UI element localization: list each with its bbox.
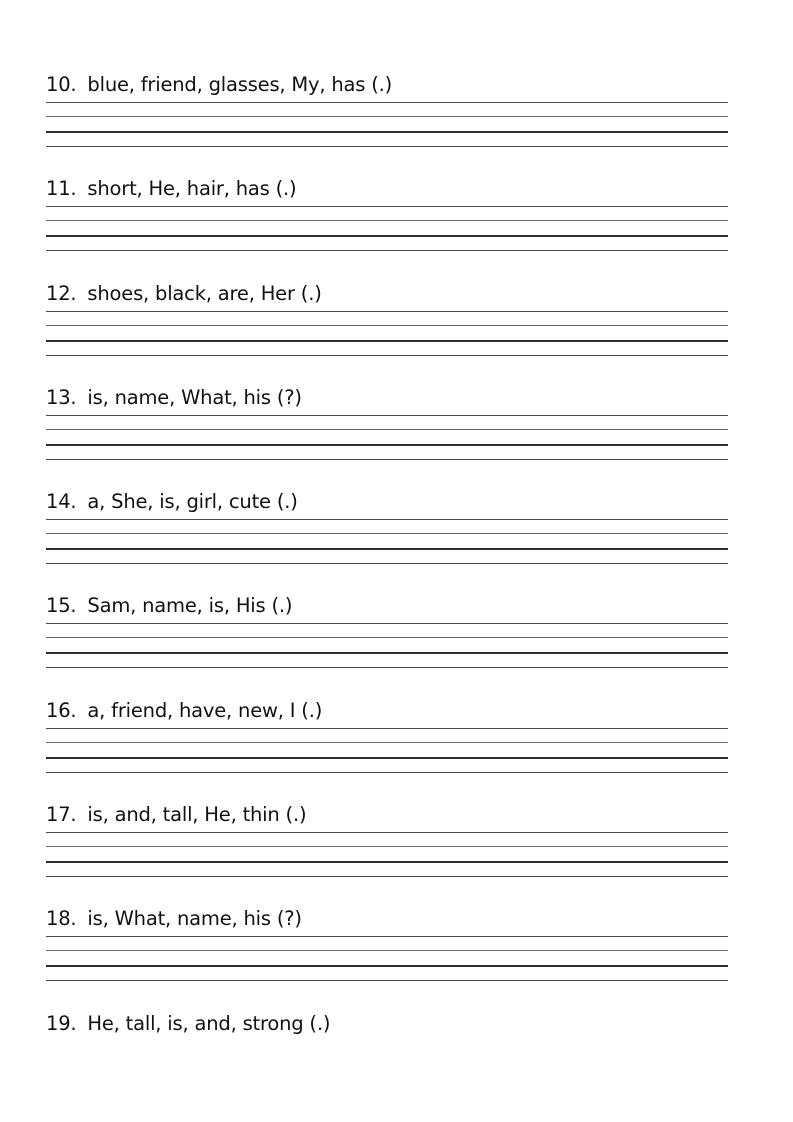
guide-line-bottom: [46, 563, 728, 564]
answer-writing-lines[interactable]: [46, 519, 728, 565]
scrambled-words: a, She, is, girl, cute (.): [87, 490, 298, 513]
guide-line-base: [46, 652, 728, 654]
exercise-prompt: [46, 177, 296, 201]
guide-line-base: [46, 340, 728, 342]
scrambled-words: short, He, hair, has (.): [87, 177, 297, 200]
scrambled-words: Sam, name, is, His (.): [87, 594, 293, 617]
guide-line-top: [46, 832, 728, 833]
scrambled-words: is, name, What, his (?): [87, 386, 302, 409]
guide-line-top: [46, 519, 728, 520]
guide-line-base: [46, 861, 728, 863]
exercise-prompt: [46, 1012, 330, 1036]
item-number: 13.: [46, 386, 77, 409]
item-number: 17.: [46, 803, 77, 826]
exercise-prompt: [46, 803, 306, 827]
answer-writing-lines[interactable]: [46, 936, 728, 982]
answer-writing-lines[interactable]: [46, 623, 728, 669]
answer-writing-lines[interactable]: [46, 311, 728, 357]
item-number: 15.: [46, 594, 77, 617]
answer-writing-lines[interactable]: [46, 415, 728, 461]
exercise-prompt: [46, 490, 298, 514]
exercise-prompt: [46, 282, 322, 306]
guide-line-bottom: [46, 876, 728, 877]
guide-line-bottom: [46, 459, 728, 460]
guide-line-bottom: [46, 146, 728, 147]
scrambled-words: is, What, name, his (?): [87, 907, 302, 930]
guide-line-base: [46, 235, 728, 237]
guide-line-base: [46, 757, 728, 759]
guide-line-bottom: [46, 772, 728, 773]
scrambled-words: is, and, tall, He, thin (.): [87, 803, 307, 826]
guide-line-top: [46, 623, 728, 624]
item-number: 11.: [46, 177, 77, 200]
guide-line-mid: [46, 220, 728, 221]
guide-line-mid: [46, 742, 728, 743]
item-number: 19.: [46, 1012, 77, 1035]
guide-line-top: [46, 415, 728, 416]
guide-line-bottom: [46, 980, 728, 981]
item-number: 10.: [46, 73, 77, 96]
guide-line-mid: [46, 533, 728, 534]
guide-line-top: [46, 102, 728, 103]
guide-line-bottom: [46, 667, 728, 668]
answer-writing-lines[interactable]: [46, 102, 728, 148]
answer-writing-lines[interactable]: [46, 206, 728, 252]
guide-line-mid: [46, 846, 728, 847]
guide-line-mid: [46, 429, 728, 430]
answer-writing-lines[interactable]: [46, 728, 728, 774]
exercise-prompt: [46, 907, 302, 931]
guide-line-base: [46, 444, 728, 446]
guide-line-mid: [46, 950, 728, 951]
scrambled-words: shoes, black, are, Her (.): [87, 282, 322, 305]
guide-line-base: [46, 131, 728, 133]
guide-line-top: [46, 311, 728, 312]
guide-line-mid: [46, 116, 728, 117]
exercise-prompt: [46, 73, 392, 97]
guide-line-mid: [46, 325, 728, 326]
guide-line-top: [46, 206, 728, 207]
item-number: 12.: [46, 282, 77, 305]
scrambled-words: blue, friend, glasses, My, has (.): [87, 73, 393, 96]
item-number: 14.: [46, 490, 77, 513]
guide-line-bottom: [46, 355, 728, 356]
item-number: 18.: [46, 907, 77, 930]
scrambled-words: a, friend, have, new, I (.): [87, 699, 323, 722]
guide-line-top: [46, 728, 728, 729]
guide-line-mid: [46, 637, 728, 638]
guide-line-bottom: [46, 250, 728, 251]
exercise-prompt: [46, 699, 322, 723]
guide-line-base: [46, 965, 728, 967]
item-number: 16.: [46, 699, 77, 722]
guide-line-top: [46, 936, 728, 937]
exercise-prompt: [46, 594, 292, 618]
exercise-prompt: [46, 386, 302, 410]
guide-line-base: [46, 548, 728, 550]
scrambled-words: He, tall, is, and, strong (.): [87, 1012, 331, 1035]
answer-writing-lines[interactable]: [46, 832, 728, 878]
